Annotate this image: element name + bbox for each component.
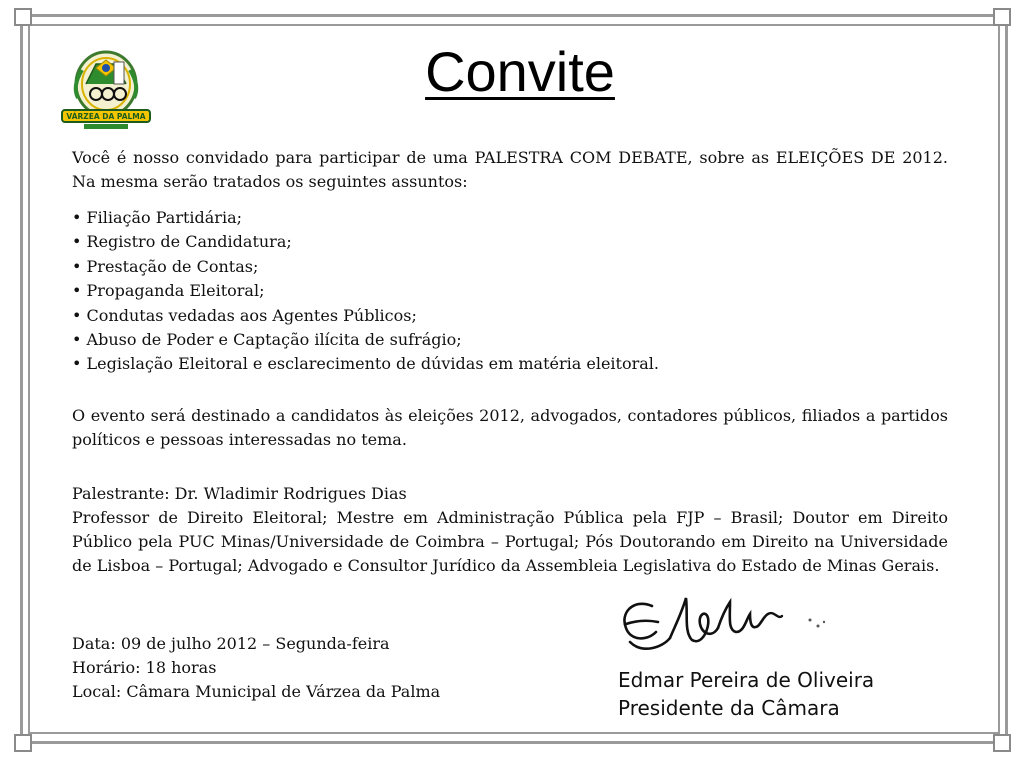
frame-bottom-outer — [20, 741, 1008, 744]
signer-name: Edmar Pereira de Oliveira — [618, 668, 875, 692]
topic-item: • Registro de Candidatura; — [72, 230, 948, 254]
frame-corner-bottom-right — [993, 734, 1011, 752]
speaker-bio: Professor de Direito Eleitoral; Mestre em Administração Pública pela FJP – Brasil; Doutor em Direito Público pela PUC Minas/Universidade de Coimbra – Portugal; Pós Doutorando em Direito na Universidade de Lisboa – Portugal; Advogado e Consultor Jurídico da Assembleia Legislativa do Estado de Minas Gerais. — [72, 508, 948, 575]
frame-left-outer — [20, 14, 23, 744]
topic-item: • Prestação de Contas; — [72, 255, 948, 279]
audience-paragraph: O evento será destinado a candidatos às eleições 2012, advogados, contadores públicos, filiados a partidos políticos e pessoas interessadas no tema. — [72, 406, 948, 449]
speaker-section — [72, 482, 948, 578]
topic-item: • Abuso de Poder e Captação ilícita de sufrágio; — [72, 328, 948, 352]
event-details — [72, 632, 572, 704]
topic-item: • Legislação Eleitoral e esclarecimento de dúvidas em matéria eleitoral. — [72, 352, 948, 376]
speaker-name: Palestrante: Dr. Wladimir Rodrigues Dias — [72, 484, 407, 503]
page-title: Convite — [425, 40, 615, 103]
topic-item: • Condutas vedadas aos Agentes Públicos; — [72, 304, 948, 328]
event-date: Data: 09 de julho 2012 – Segunda-feira — [72, 634, 390, 653]
frame-right-inner — [998, 24, 1000, 734]
city-coat-of-arms-logo — [56, 46, 156, 132]
topic-item: • Filiação Partidária; — [72, 206, 948, 230]
frame-corner-bottom-left — [14, 734, 32, 752]
frame-top-outer — [20, 14, 1008, 17]
frame-bottom-inner — [28, 732, 1000, 734]
frame-corner-top-left — [14, 8, 32, 26]
frame-corner-top-right — [993, 8, 1011, 26]
signer-role: Presidente da Câmara — [618, 696, 840, 720]
frame-left-inner — [28, 24, 30, 734]
frame-right-outer — [1005, 14, 1008, 744]
event-time: Horário: 18 horas — [72, 658, 217, 677]
svg-text:VÁRZEA DA PALMA: VÁRZEA DA PALMA — [66, 112, 146, 121]
handwritten-signature — [612, 584, 852, 668]
event-place: Local: Câmara Municipal de Várzea da Palma — [72, 682, 441, 701]
topic-item: • Propaganda Eleitoral; — [72, 279, 948, 303]
frame-top-inner — [28, 24, 1000, 26]
signer-block — [618, 666, 948, 722]
intro-paragraph: Você é nosso convidado para participar de uma PALESTRA COM DEBATE, sobre as ELEIÇÕES DE 2012. Na mesma serão tratados os seguintes assuntos: — [72, 148, 948, 191]
topics-list — [72, 206, 948, 377]
